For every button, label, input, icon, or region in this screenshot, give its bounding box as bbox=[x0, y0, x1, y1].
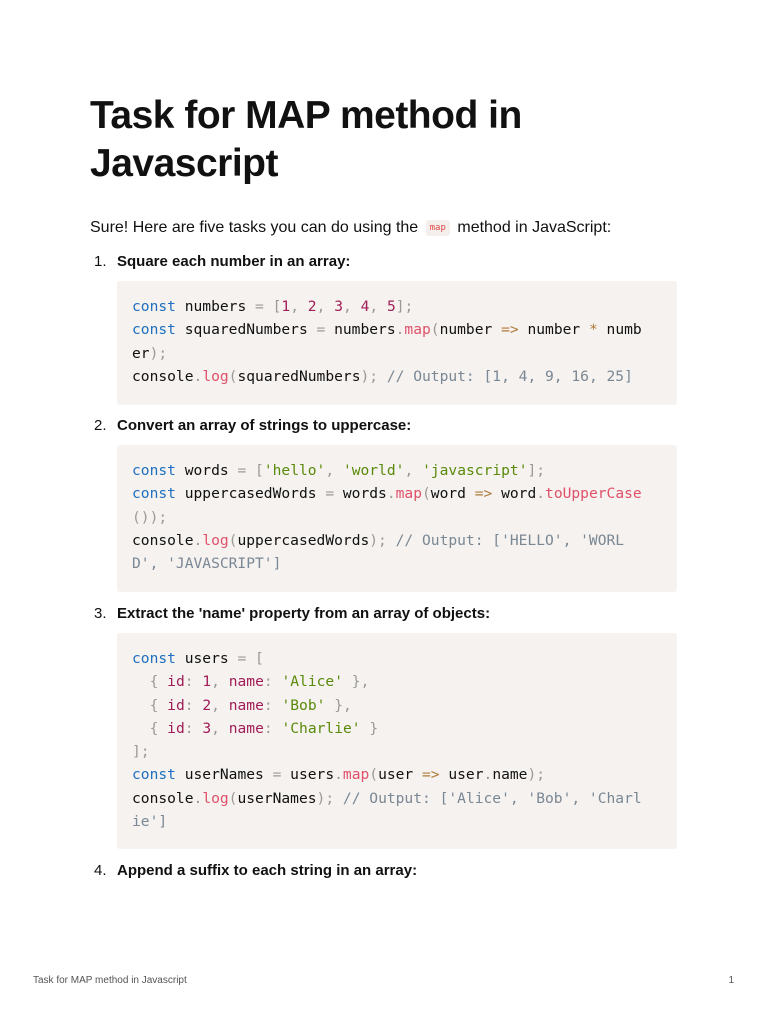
code-text bbox=[325, 298, 334, 315]
code-text bbox=[158, 673, 167, 690]
code-text: er bbox=[132, 344, 150, 362]
number-token: 1 bbox=[281, 298, 291, 315]
task-number: 1. bbox=[94, 253, 107, 270]
code-text bbox=[343, 673, 352, 690]
code-text bbox=[158, 697, 167, 714]
punctuation-token: } bbox=[369, 719, 379, 737]
punctuation-token: : bbox=[263, 673, 273, 691]
punctuation-token: ( bbox=[228, 531, 238, 549]
string-token: 'world' bbox=[342, 462, 405, 479]
code-text bbox=[246, 462, 255, 479]
punctuation-token: ( bbox=[228, 789, 238, 807]
operator-token: * bbox=[588, 321, 598, 339]
code-text: uppercasedWords bbox=[175, 485, 326, 503]
punctuation-token: ); bbox=[360, 367, 379, 385]
punctuation-token: = bbox=[325, 485, 335, 503]
number-token: 5 bbox=[386, 298, 396, 315]
punctuation-token: : bbox=[184, 719, 194, 737]
code-text: word bbox=[492, 485, 537, 503]
task-number: 4. bbox=[94, 862, 107, 879]
punctuation-token: . bbox=[395, 321, 405, 339]
punctuation-token: ]; bbox=[395, 298, 414, 315]
code-text: name bbox=[492, 766, 528, 784]
punctuation-token: ]; bbox=[132, 743, 150, 761]
code-line bbox=[132, 342, 662, 365]
code-line bbox=[132, 529, 662, 552]
punctuation-token: , bbox=[211, 696, 220, 714]
punctuation-token: , bbox=[211, 673, 220, 691]
punctuation-token: = bbox=[316, 321, 326, 339]
comment-token: // Output: ['Alice', 'Bob', 'Charl bbox=[342, 789, 642, 807]
code-text bbox=[413, 462, 422, 479]
punctuation-token: ); bbox=[369, 531, 387, 549]
punctuation-token: : bbox=[184, 673, 194, 691]
operator-token: => bbox=[501, 321, 519, 339]
punctuation-token: : bbox=[184, 696, 194, 714]
punctuation-token: . bbox=[483, 766, 493, 784]
punctuation-token: }, bbox=[334, 696, 352, 714]
task-heading-1 bbox=[94, 252, 350, 272]
code-block-3 bbox=[117, 633, 677, 849]
punctuation-token: { bbox=[149, 719, 159, 737]
comment-token: ie'] bbox=[132, 813, 168, 831]
code-text: number bbox=[518, 321, 589, 339]
code-line bbox=[132, 717, 662, 740]
punctuation-token: [ bbox=[272, 298, 282, 315]
punctuation-token: ( bbox=[421, 485, 431, 503]
footer-page-number: 1 bbox=[728, 975, 734, 986]
code-line bbox=[132, 318, 662, 341]
string-token: 'Alice' bbox=[281, 673, 343, 691]
code-line bbox=[132, 482, 662, 505]
code-line bbox=[132, 506, 662, 529]
code-text bbox=[334, 790, 343, 807]
punctuation-token: }, bbox=[351, 673, 370, 691]
code-text: uppercasedWords bbox=[237, 531, 370, 549]
keyword-token: const bbox=[132, 650, 176, 667]
code-text bbox=[378, 298, 387, 315]
punctuation-token: ); bbox=[316, 789, 335, 807]
number-token: 3 bbox=[334, 298, 343, 315]
code-line bbox=[132, 459, 662, 482]
number-token: 3 bbox=[202, 719, 212, 737]
punctuation-token: : bbox=[263, 696, 273, 714]
code-text: userNames bbox=[175, 766, 273, 784]
code-line bbox=[132, 647, 662, 670]
punctuation-token: . bbox=[386, 485, 396, 503]
punctuation-token: ( bbox=[369, 766, 379, 784]
code-text bbox=[387, 532, 396, 549]
code-text bbox=[158, 720, 167, 737]
code-text: userNames bbox=[237, 789, 317, 807]
page-title: Task for MAP method in Javascript bbox=[90, 94, 522, 185]
code-text: words bbox=[175, 462, 238, 479]
method-token: log bbox=[202, 789, 229, 807]
code-text: users bbox=[281, 766, 335, 784]
code-text: word bbox=[430, 485, 475, 503]
punctuation-token: [ bbox=[255, 462, 264, 479]
task-heading-4 bbox=[94, 861, 417, 881]
string-token: 'Bob' bbox=[281, 696, 326, 714]
code-line bbox=[132, 740, 662, 763]
code-text: console bbox=[132, 367, 194, 385]
code-line bbox=[132, 763, 662, 786]
code-line bbox=[132, 787, 662, 810]
code-text bbox=[132, 720, 150, 737]
punctuation-token: = bbox=[237, 462, 247, 479]
task-title: Square each number in an array: bbox=[117, 253, 351, 270]
intro-text-before: Sure! Here are five tasks you can do using the bbox=[90, 219, 419, 236]
punctuation-token: ]; bbox=[527, 462, 546, 479]
code-line bbox=[132, 810, 662, 833]
string-token: 'Charlie' bbox=[281, 719, 361, 737]
punctuation-token: , bbox=[316, 298, 326, 315]
punctuation-token: , bbox=[404, 462, 414, 479]
punctuation-token: . bbox=[334, 766, 343, 784]
footer-title: Task for MAP method in Javascript bbox=[33, 975, 187, 986]
code-text bbox=[132, 673, 150, 690]
code-block-2 bbox=[117, 445, 677, 592]
comment-token: // Output: [1, 4, 9, 16, 25] bbox=[386, 367, 633, 385]
punctuation-token: , bbox=[211, 719, 220, 737]
number-token: 4 bbox=[360, 298, 370, 315]
property-token: name bbox=[228, 719, 264, 737]
keyword-token: const bbox=[132, 462, 176, 479]
code-text bbox=[378, 368, 387, 385]
property-token: name bbox=[228, 673, 264, 691]
punctuation-token: . bbox=[193, 367, 203, 385]
code-text: numbers bbox=[175, 298, 256, 315]
method-token: map bbox=[342, 766, 370, 784]
keyword-token: const bbox=[132, 321, 176, 339]
punctuation-token: = bbox=[272, 766, 282, 784]
code-line bbox=[132, 295, 662, 318]
operator-token: => bbox=[422, 766, 440, 784]
punctuation-token: ()); bbox=[132, 508, 168, 526]
code-block-1 bbox=[117, 281, 677, 405]
punctuation-token: , bbox=[325, 462, 335, 479]
method-token: log bbox=[202, 531, 229, 549]
property-token: id bbox=[167, 696, 185, 714]
keyword-token: const bbox=[132, 766, 176, 784]
punctuation-token: = bbox=[255, 298, 264, 315]
code-line bbox=[132, 365, 662, 388]
punctuation-token: ); bbox=[149, 344, 168, 362]
punctuation-token: , bbox=[369, 298, 379, 315]
code-text: user bbox=[439, 766, 484, 784]
punctuation-token: ( bbox=[430, 321, 440, 339]
punctuation-token: { bbox=[149, 673, 159, 691]
property-token: id bbox=[167, 719, 185, 737]
number-token: 2 bbox=[202, 696, 212, 714]
intro-text-after: method in JavaScript: bbox=[457, 219, 612, 236]
string-token: 'hello' bbox=[263, 462, 326, 479]
punctuation-token: : bbox=[263, 719, 273, 737]
keyword-token: const bbox=[132, 485, 176, 503]
punctuation-token: . bbox=[536, 485, 546, 503]
code-text bbox=[325, 697, 334, 714]
property-token: name bbox=[228, 696, 264, 714]
code-text: console bbox=[132, 789, 194, 807]
code-text: squaredNumbers bbox=[237, 367, 361, 385]
code-text: numb bbox=[597, 321, 642, 339]
code-text bbox=[246, 650, 255, 667]
punctuation-token: = bbox=[237, 650, 247, 667]
code-text: console bbox=[132, 531, 194, 549]
method-token: map bbox=[395, 485, 422, 503]
task-number: 2. bbox=[94, 417, 107, 434]
code-text bbox=[220, 697, 229, 714]
task-number: 3. bbox=[94, 605, 107, 622]
method-token: map bbox=[404, 321, 431, 339]
punctuation-token: , bbox=[342, 298, 352, 315]
number-token: 1 bbox=[202, 673, 212, 691]
comment-token: D', 'JAVASCRIPT'] bbox=[132, 555, 282, 573]
punctuation-token: [ bbox=[255, 650, 264, 667]
task-heading-3 bbox=[94, 604, 490, 624]
method-token: log bbox=[202, 367, 229, 385]
keyword-token: const bbox=[132, 298, 176, 315]
task-title: Convert an array of strings to uppercase: bbox=[117, 417, 412, 434]
number-token: 2 bbox=[307, 298, 317, 315]
inline-code-map: map bbox=[426, 220, 450, 236]
task-title: Append a suffix to each string in an array: bbox=[117, 862, 418, 879]
punctuation-token: . bbox=[193, 531, 203, 549]
property-token: id bbox=[167, 673, 185, 691]
code-text bbox=[132, 697, 150, 714]
task-heading-2 bbox=[94, 416, 411, 436]
code-line bbox=[132, 552, 662, 575]
comment-token: // Output: ['HELLO', 'WORL bbox=[395, 531, 625, 549]
code-text bbox=[299, 298, 308, 315]
method-token: toUpperCase bbox=[545, 485, 642, 503]
code-text: users bbox=[175, 650, 238, 667]
code-text: user bbox=[378, 766, 422, 784]
code-line bbox=[132, 694, 662, 717]
code-text bbox=[220, 720, 229, 737]
punctuation-token: , bbox=[290, 298, 299, 315]
code-text bbox=[334, 462, 343, 479]
punctuation-token: { bbox=[149, 696, 159, 714]
code-text bbox=[220, 673, 229, 690]
string-token: 'javascript' bbox=[422, 462, 528, 479]
code-text bbox=[352, 298, 361, 315]
intro-paragraph bbox=[90, 217, 611, 239]
operator-token: => bbox=[474, 485, 493, 503]
code-text bbox=[264, 298, 273, 315]
punctuation-token: ( bbox=[228, 367, 238, 385]
code-text: numbers bbox=[325, 321, 396, 339]
code-text: words bbox=[334, 485, 387, 503]
punctuation-token: ); bbox=[527, 766, 546, 784]
code-line bbox=[132, 670, 662, 693]
punctuation-token: . bbox=[193, 789, 203, 807]
task-title: Extract the 'name' property from an array of objects: bbox=[117, 605, 491, 622]
code-text: squaredNumbers bbox=[175, 321, 317, 339]
code-text: number bbox=[439, 321, 502, 339]
